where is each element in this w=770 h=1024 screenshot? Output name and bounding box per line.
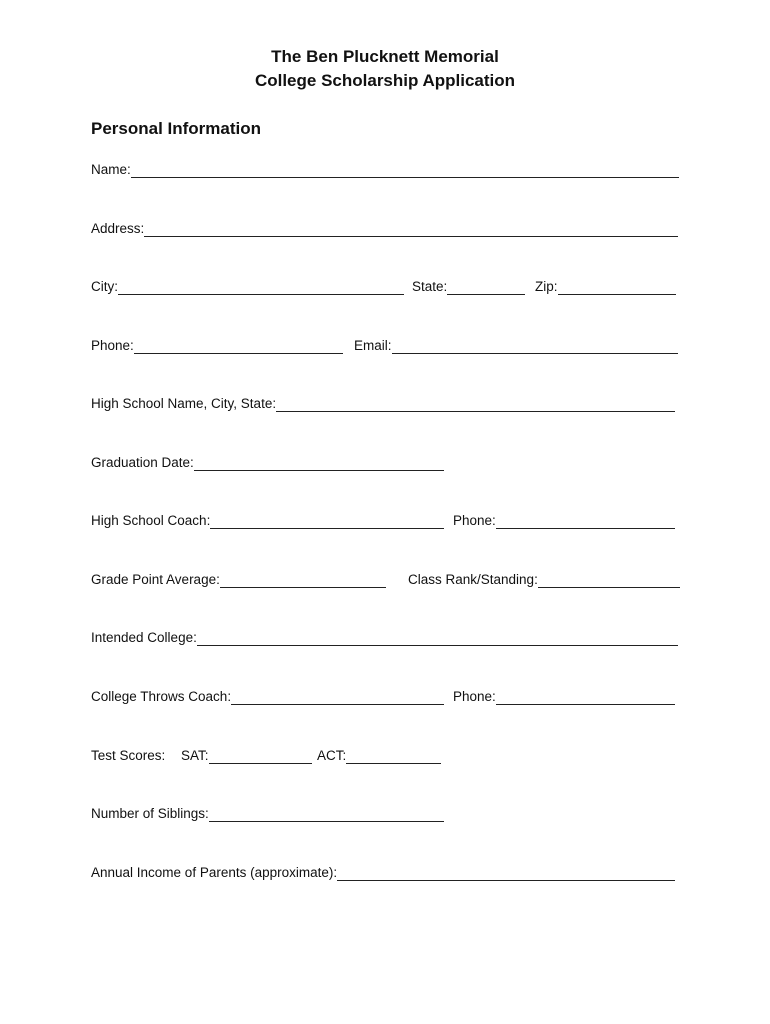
city-input[interactable] — [118, 279, 404, 295]
graduation-date-row — [91, 453, 681, 473]
hs-coach-field-group — [91, 511, 444, 531]
hs-coach-phone-field-group — [453, 511, 675, 531]
address-row — [91, 219, 681, 239]
college-coach-phone-input[interactable] — [496, 689, 675, 705]
gpa-field-group — [91, 570, 386, 590]
address-input[interactable] — [144, 221, 678, 237]
section-heading-personal-information: Personal Information — [91, 119, 262, 138]
high-school-label: High School Name, City, State: — [91, 396, 277, 411]
act-input[interactable] — [346, 748, 441, 764]
email-field-group — [354, 336, 678, 356]
income-row — [91, 863, 681, 883]
hs-coach-row — [91, 511, 681, 531]
name-row — [91, 160, 681, 180]
graduation-date-label: Graduation Date: — [91, 455, 194, 470]
class-rank-field-group — [408, 570, 680, 590]
college-coach-phone-field-group — [453, 687, 675, 707]
graduation-date-input[interactable] — [194, 455, 444, 471]
state-field-group — [412, 277, 525, 297]
siblings-input[interactable] — [209, 806, 444, 822]
gpa-input[interactable] — [220, 572, 386, 588]
college-coach-field-group — [91, 687, 444, 707]
sat-field-group — [181, 746, 312, 766]
income-label: Annual Income of Parents (approximate): — [91, 865, 338, 880]
hs-coach-phone-input[interactable] — [496, 513, 675, 529]
zip-input[interactable] — [558, 279, 676, 295]
state-label: State: — [412, 279, 448, 294]
intended-college-row — [91, 628, 681, 648]
siblings-field-group — [91, 804, 444, 824]
college-coach-label: College Throws Coach: — [91, 689, 232, 704]
phone-input[interactable] — [134, 338, 343, 354]
name-label: Name: — [91, 162, 131, 177]
siblings-label: Number of Siblings: — [91, 806, 209, 821]
act-label: ACT: — [317, 748, 347, 763]
hs-coach-input[interactable] — [210, 513, 444, 529]
name-input[interactable] — [131, 162, 679, 178]
college-coach-phone-label: Phone: — [453, 689, 496, 704]
hs-coach-label: High School Coach: — [91, 513, 211, 528]
income-field-group — [91, 863, 675, 883]
email-label: Email: — [354, 338, 392, 353]
address-field-group — [91, 219, 678, 239]
name-field-group — [91, 160, 679, 180]
city-field-group — [91, 277, 404, 297]
email-input[interactable] — [392, 338, 678, 354]
city-label: City: — [91, 279, 118, 294]
zip-label: Zip: — [535, 279, 558, 294]
test-scores-label: Test Scores: — [91, 748, 166, 763]
college-coach-input[interactable] — [231, 689, 444, 705]
test-scores-row — [91, 746, 681, 766]
intended-college-input[interactable] — [197, 630, 678, 646]
form-title-line-1: The Ben Plucknett Memorial — [271, 47, 499, 66]
phone-field-group — [91, 336, 343, 356]
high-school-input[interactable] — [276, 396, 675, 412]
intended-college-field-group — [91, 628, 678, 648]
test-scores-label-group — [91, 746, 176, 766]
high-school-field-group — [91, 394, 675, 414]
hs-coach-phone-label: Phone: — [453, 513, 496, 528]
class-rank-input[interactable] — [538, 572, 680, 588]
intended-college-label: Intended College: — [91, 630, 197, 645]
income-input[interactable] — [337, 865, 675, 881]
form-title-line-2: College Scholarship Application — [254, 71, 516, 90]
zip-field-group — [535, 277, 676, 297]
college-coach-row — [91, 687, 681, 707]
city-state-zip-row — [91, 277, 681, 297]
address-label: Address: — [91, 221, 145, 236]
sat-label: SAT: — [181, 748, 209, 763]
phone-label: Phone: — [91, 338, 134, 353]
state-input[interactable] — [447, 279, 525, 295]
act-field-group — [317, 746, 441, 766]
class-rank-label: Class Rank/Standing: — [408, 572, 538, 587]
graduation-date-field-group — [91, 453, 444, 473]
gpa-class-rank-row — [91, 570, 681, 590]
sat-input[interactable] — [209, 748, 312, 764]
phone-email-row — [91, 336, 681, 356]
siblings-row — [91, 804, 681, 824]
gpa-label: Grade Point Average: — [91, 572, 220, 587]
high-school-row — [91, 394, 681, 414]
